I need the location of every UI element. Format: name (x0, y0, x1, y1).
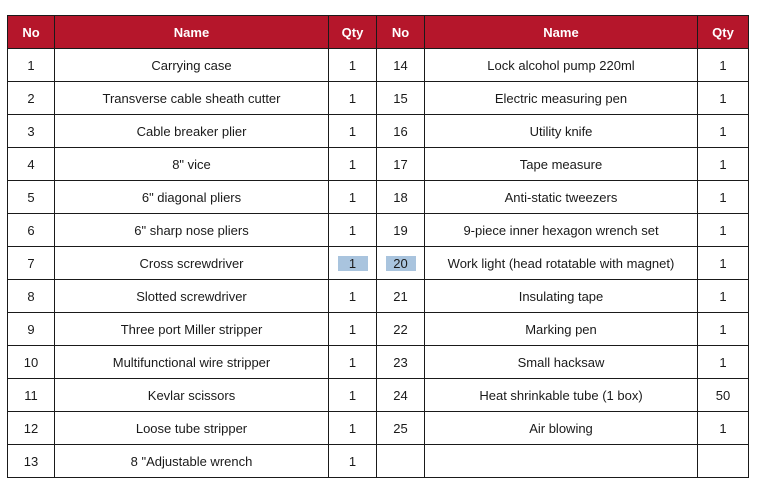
left-name-cell: 8" vice (55, 148, 329, 181)
header-no-right: No (377, 16, 425, 49)
tools-table (7, 15, 749, 478)
left-no-cell: 1 (8, 49, 55, 82)
left-qty-cell: 1 (329, 49, 377, 82)
table-row (8, 214, 749, 247)
right-qty-cell (698, 445, 749, 478)
left-no-cell: 6 (8, 214, 55, 247)
right-qty-cell: 1 (698, 115, 749, 148)
left-no-cell: 5 (8, 181, 55, 214)
left-qty-cell: 1 (329, 280, 377, 313)
right-no-cell: 22 (377, 313, 425, 346)
left-name-cell: Transverse cable sheath cutter (55, 82, 329, 115)
left-no-cell: 10 (8, 346, 55, 379)
right-name-cell: Utility knife (425, 115, 698, 148)
left-qty-cell (329, 247, 377, 280)
right-name-cell: Air blowing (425, 412, 698, 445)
left-name-cell: 8 "Adjustable wrench (55, 445, 329, 478)
left-name-cell: Kevlar scissors (55, 379, 329, 412)
right-no-cell: 25 (377, 412, 425, 445)
right-name-cell: 9-piece inner hexagon wrench set (425, 214, 698, 247)
left-name-cell: Cable breaker plier (55, 115, 329, 148)
left-no-cell: 4 (8, 148, 55, 181)
right-no-cell (377, 247, 425, 280)
left-qty-cell: 1 (329, 379, 377, 412)
left-no-cell: 7 (8, 247, 55, 280)
table-row (8, 181, 749, 214)
right-name-cell: Electric measuring pen (425, 82, 698, 115)
selected-text: 20 (386, 256, 416, 271)
left-qty-cell: 1 (329, 214, 377, 247)
left-qty-cell: 1 (329, 148, 377, 181)
table-row (8, 82, 749, 115)
table-row (8, 49, 749, 82)
left-name-cell: Three port Miller stripper (55, 313, 329, 346)
left-name-cell: 6" diagonal pliers (55, 181, 329, 214)
left-name-cell: Multifunctional wire stripper (55, 346, 329, 379)
right-name-cell (425, 445, 698, 478)
left-qty-cell: 1 (329, 445, 377, 478)
left-name-cell: Loose tube stripper (55, 412, 329, 445)
table-row (8, 412, 749, 445)
left-qty-cell: 1 (329, 313, 377, 346)
table-row (8, 379, 749, 412)
left-no-cell: 2 (8, 82, 55, 115)
table-row (8, 313, 749, 346)
right-qty-cell: 1 (698, 280, 749, 313)
header-row (8, 16, 749, 49)
right-name-cell: Anti-static tweezers (425, 181, 698, 214)
right-no-cell (377, 445, 425, 478)
right-no-cell: 16 (377, 115, 425, 148)
table-row (8, 346, 749, 379)
left-qty-cell: 1 (329, 181, 377, 214)
right-no-cell: 24 (377, 379, 425, 412)
right-no-cell: 21 (377, 280, 425, 313)
right-name-cell: Marking pen (425, 313, 698, 346)
right-qty-cell: 1 (698, 412, 749, 445)
header-name-right: Name (425, 16, 698, 49)
right-qty-cell: 1 (698, 247, 749, 280)
right-qty-cell: 50 (698, 379, 749, 412)
table-row (8, 280, 749, 313)
left-qty-cell: 1 (329, 115, 377, 148)
right-qty-cell: 1 (698, 313, 749, 346)
right-name-cell: Lock alcohol pump 220ml (425, 49, 698, 82)
right-qty-cell: 1 (698, 49, 749, 82)
right-name-cell: Small hacksaw (425, 346, 698, 379)
right-no-cell: 23 (377, 346, 425, 379)
table-row (8, 148, 749, 181)
right-name-cell: Work light (head rotatable with magnet) (425, 247, 698, 280)
left-name-cell: Carrying case (55, 49, 329, 82)
table-row (8, 445, 749, 478)
selected-text: 1 (338, 256, 368, 271)
left-no-cell: 12 (8, 412, 55, 445)
left-qty-cell: 1 (329, 346, 377, 379)
left-no-cell: 3 (8, 115, 55, 148)
left-no-cell: 11 (8, 379, 55, 412)
table-row (8, 247, 749, 280)
left-qty-cell: 1 (329, 412, 377, 445)
right-no-cell: 17 (377, 148, 425, 181)
right-qty-cell: 1 (698, 181, 749, 214)
left-no-cell: 13 (8, 445, 55, 478)
right-qty-cell: 1 (698, 148, 749, 181)
right-qty-cell: 1 (698, 82, 749, 115)
left-name-cell: Slotted screwdriver (55, 280, 329, 313)
right-name-cell: Heat shrinkable tube (1 box) (425, 379, 698, 412)
left-name-cell: 6" sharp nose pliers (55, 214, 329, 247)
header-qty-left: Qty (329, 16, 377, 49)
header-qty-right: Qty (698, 16, 749, 49)
left-no-cell: 8 (8, 280, 55, 313)
right-no-cell: 15 (377, 82, 425, 115)
left-no-cell: 9 (8, 313, 55, 346)
right-qty-cell: 1 (698, 346, 749, 379)
left-name-cell: Cross screwdriver (55, 247, 329, 280)
right-no-cell: 14 (377, 49, 425, 82)
table-row (8, 115, 749, 148)
right-no-cell: 18 (377, 181, 425, 214)
right-no-cell: 19 (377, 214, 425, 247)
left-qty-cell: 1 (329, 82, 377, 115)
header-no-left: No (8, 16, 55, 49)
header-name-left: Name (55, 16, 329, 49)
right-name-cell: Tape measure (425, 148, 698, 181)
right-qty-cell: 1 (698, 214, 749, 247)
right-name-cell: Insulating tape (425, 280, 698, 313)
